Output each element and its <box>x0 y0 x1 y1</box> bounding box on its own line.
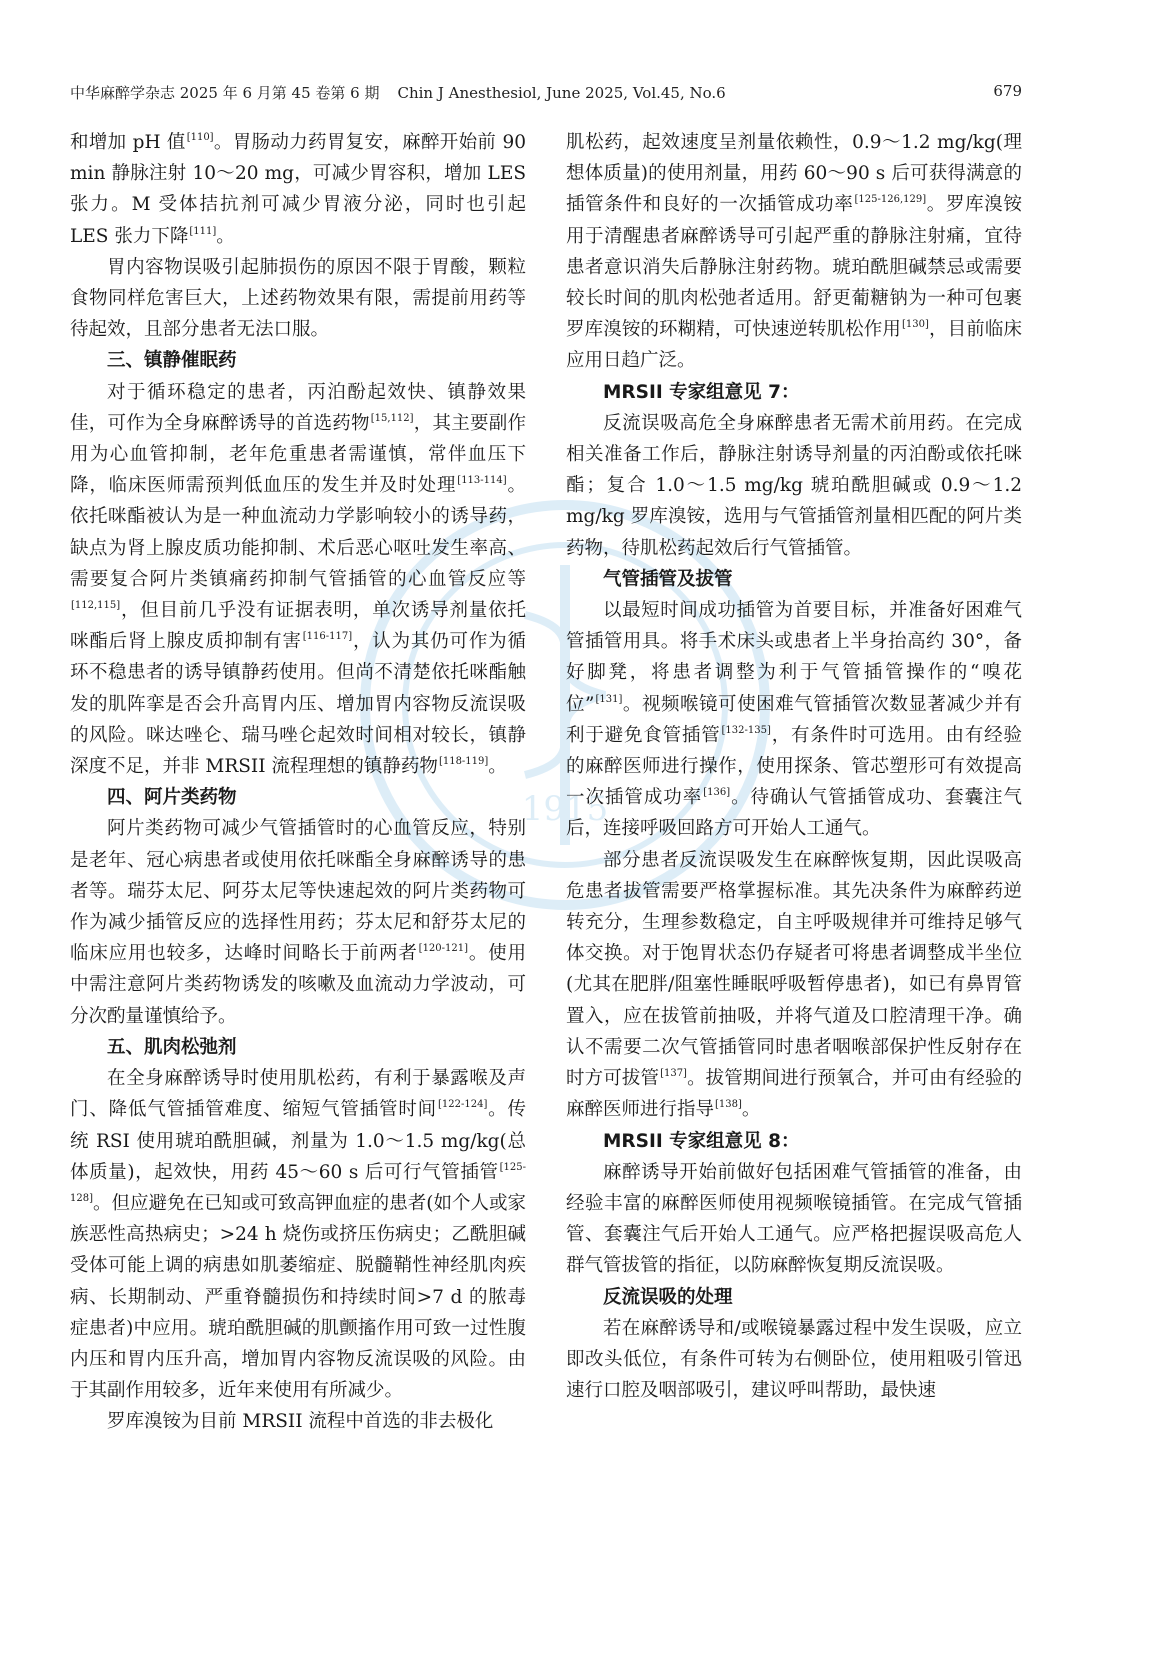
section-heading: 气管插管及拔管 <box>603 568 733 590</box>
section-heading: 四、阿片类药物 <box>107 787 237 809</box>
body-paragraph <box>566 845 1022 1126</box>
paragraph-text: 对于循环稳定的患者，丙泊酚起效快、镇静效果佳，可作为全身麻醉诱导的首选药物 <box>70 381 526 434</box>
body-paragraph <box>70 813 526 1031</box>
paragraph-text: ，其主要副作用为心血管抑制，老年危重患者需谨慎，常伴血压下降，临床医师需预判低血压的发生并及时处理 <box>70 412 526 497</box>
citation-reference: [113-114] <box>457 475 507 487</box>
citation-reference: [136] <box>703 787 731 799</box>
paragraph-text: 阿片类药物可减少气管插管时的心血管反应，特别是老年、冠心病患者或使用依托咪酯全身麻醉诱导的患者等。瑞芬太尼、阿芬太尼等快速起效的阿片类药物可作为减少插管反应的选择性用药；芬太尼和舒芬太尼的临床应用也较多，达峰时间略长于前两者 <box>70 818 526 965</box>
citation-reference: [137] <box>660 1068 687 1080</box>
section-heading: 三、镇静催眠药 <box>107 350 237 372</box>
citation-reference: [125-128] <box>70 1161 526 1204</box>
citation-reference: [120-121] <box>418 943 469 955</box>
paragraph-text: 。视频喉镜可使困难气管插管次数显著减少并有利于避免食管插管 <box>566 693 1022 746</box>
section-heading: MRSII 专家组意见 8： <box>603 1130 800 1152</box>
section-heading: 反流误吸的处理 <box>603 1286 733 1308</box>
paragraph-text: ，认为其仍可作为循环不稳患者的诱导镇静药使用。但尚不清楚依托咪酯触发的肌阵挛是否会升高胃内压、增加胃内容物反流误吸的风险。咪达唑仑、瑞马唑仑起效时间相对较长，镇静深度不足，并非 MRSII 流程理想的镇静药物 <box>70 631 526 778</box>
section-heading: MRSII 专家组意见 7： <box>603 381 800 403</box>
paragraph-text: 。待确认气管插管成功、套囊注气后，连接呼吸回路方可开始人工通气。 <box>566 787 1022 840</box>
paragraph-text: 在全身麻醉诱导时使用肌松药，有利于暴露喉及声门、降低气管插管难度、缩短气管插管时间 <box>70 1068 526 1121</box>
paragraph-text: ，有条件时可选用。由有经验的麻醉医师进行操作，使用探条、管芯塑形可有效提高一次插管成功率 <box>566 724 1022 809</box>
body-paragraph <box>566 595 1022 845</box>
page-number: 679 <box>993 82 1022 100</box>
paragraph-text: ，但目前几乎没有证据表明，单次诱导剂量依托咪酯后肾上腺皮质抑制有害 <box>70 600 526 653</box>
paragraph-text: 。依托咪酯被认为是一种血流动力学影响较小的诱导药，缺点为肾上腺皮质功能抑制、术后恶心呕吐发生率高、需要复合阿片类镇痛药抑制气管插管的心血管反应等 <box>70 475 526 590</box>
paragraph-text: 胃内容物误吸引起肺损伤的原因不限于胃酸，颗粒食物同样危害巨大，上述药物效果有限，需提前用药等待起效，且部分患者无法口服。 <box>70 256 526 341</box>
paragraph-text: 。 <box>488 756 507 778</box>
citation-reference: [125-126,129] <box>854 194 927 206</box>
body-paragraph <box>566 1313 1022 1407</box>
body-paragraph <box>566 1157 1022 1282</box>
right-column <box>566 127 1022 1406</box>
body-paragraph <box>566 408 1022 564</box>
body-paragraph <box>70 377 526 783</box>
paragraph-text: 反流误吸高危全身麻醉患者无需术前用药。在完成相关准备工作后，静脉注射诱导剂量的丙泊酚或依托咪酯；复合 1.0～1.5 mg/kg 琥珀酰胆碱或 0.9～1.2 mg/kg 罗库溴铵，选用与气管插管剂量相匹配的阿片类药物，待肌松药起效后行气管插管。 <box>566 412 1022 559</box>
citation-reference: [138] <box>715 1099 742 1111</box>
seal-year: 1915 <box>521 789 609 829</box>
paragraph-text: 罗库溴铵为目前 MRSII 流程中首选的非去极化 <box>107 1411 494 1433</box>
body-paragraph <box>70 127 526 252</box>
journal-citation <box>70 82 726 103</box>
paragraph-text: 。但应避免在已知或可致高钾血症的患者(如个人或家族恶性高热病史；>24 h 烧伤或挤压伤病史；乙酰胆碱受体可能上调的病患如肌萎缩症、脱髓鞘性神经肌肉疾病、长期制动、严重脊髓损伤和持续时间>7 d 的脓毒症患者)中应用。琥珀酰胆碱的肌颤搐作用可致一过性腹内压和胃内压升高，增加胃内容物反流误吸的风险。由于其副作用较多，近年来使用有所减少。 <box>70 1192 526 1402</box>
paragraph-text: 麻醉诱导开始前做好包括困难气管插管的准备，由经验丰富的麻醉医师使用视频喉镜插管。在完成气管插管、套囊注气后开始人工通气。应严格把握误吸高危人群气管拔管的指征，以防麻醉恢复期反流误吸。 <box>566 1161 1022 1277</box>
paragraph-text: 。 <box>741 1099 761 1121</box>
citation-reference: [132-135] <box>721 724 771 736</box>
paragraph-text: 和增加 pH 值 <box>70 132 186 153</box>
running-header <box>70 82 1082 106</box>
citation-reference: [15,112] <box>370 412 414 424</box>
paragraph-text: 若在麻醉诱导和/或喉镜暴露过程中发生误吸，应立即改头低位，有条件可转为右侧卧位，使用粗吸引管迅速行口腔及咽部吸引，建议呼叫帮助，最快速 <box>566 1317 1022 1402</box>
paragraph-text: 。 <box>216 225 235 247</box>
citation-reference: [112,115] <box>71 600 121 612</box>
section-heading: 五、肌肉松弛剂 <box>107 1036 237 1058</box>
paragraph-text: ，目前临床应用日趋广泛。 <box>566 319 1022 372</box>
citation-reference: [116-117] <box>302 631 353 643</box>
left-column <box>70 127 526 1438</box>
body-paragraph <box>70 1406 526 1437</box>
citation-reference: [131] <box>595 693 623 705</box>
paragraph-text: 以最短时间成功插管为首要目标，并准备好困难气管插管用具。将手术床头或患者上半身抬高约 30°，备好脚凳，将患者调整为利于气管插管操作的“嗅花位” <box>566 600 1022 715</box>
citation-reference: [110] <box>186 132 214 143</box>
paragraph-text: 。拔管期间进行预氧合，并可由有经验的麻醉医师进行指导 <box>566 1068 1022 1121</box>
paragraph-text: 。胃肠动力药胃复安，麻醉开始前 90 min 静脉注射 10～20 mg，可减少胃容积，增加 LES 张力。M 受体拮抗剂可减少胃液分泌，同时也引起 LES 张力下降 <box>70 132 526 247</box>
citation-reference: [122-124] <box>437 1099 488 1111</box>
citation-reference: [111] <box>189 225 217 237</box>
paragraph-text: 部分患者反流误吸发生在麻醉恢复期，因此误吸高危患者拔管需要严格掌握标准。其先决条件为麻醉药逆转充分，生理参数稳定，自主呼吸规律并可维持足够气体交换。对于饱胃状态仍存疑者可将患者调整成半坐位(尤其在肥胖/阻塞性睡眠呼吸暂停患者)，如已有鼻胃管置入，应在拔管前抽吸，并将气道及口腔清理干净。确认不需要二次气管插管同时患者咽喉部保护性反射存在时方可拔管 <box>566 849 1022 1090</box>
body-paragraph <box>70 252 526 346</box>
body-paragraph <box>566 127 1022 377</box>
paragraph-text: 肌松药，起效速度呈剂量依赖性，0.9～1.2 mg/kg(理想体质量)的使用剂量，用药 60～90 s 后可获得满意的插管条件和良好的一次插管成功率 <box>566 132 1022 216</box>
citation-reference: [118-119] <box>438 756 489 768</box>
paragraph-text: 。传统 RSI 使用琥珀酰胆碱，剂量为 1.0～1.5 mg/kg(总体质量)，起效快，用药 45～60 s 后可行气管插管 <box>70 1099 526 1183</box>
journal-name-cn: 中华麻醉学杂志 2025 年 6 月第 45 卷第 6 期 <box>70 84 380 102</box>
paragraph-text: 。罗库溴铵用于清醒患者麻醉诱导可引起严重的静脉注射痛，宜待患者意识消失后静脉注射药物。琥珀酰胆碱禁忌或需要较长时间的肌肉松弛者适用。舒更葡糖钠为一种可包裹罗库溴铵的环糊精，可快速逆转肌松作用 <box>566 194 1022 341</box>
citation-reference: [130] <box>902 319 929 331</box>
paragraph-text: 。使用中需注意阿片类药物诱发的咳嗽及血流动力学波动，可分次酌量谨慎给予。 <box>70 943 526 1027</box>
body-paragraph <box>70 1063 526 1406</box>
journal-name-en: Chin J Anesthesiol, June 2025, Vol.45, No.6 <box>397 84 726 102</box>
